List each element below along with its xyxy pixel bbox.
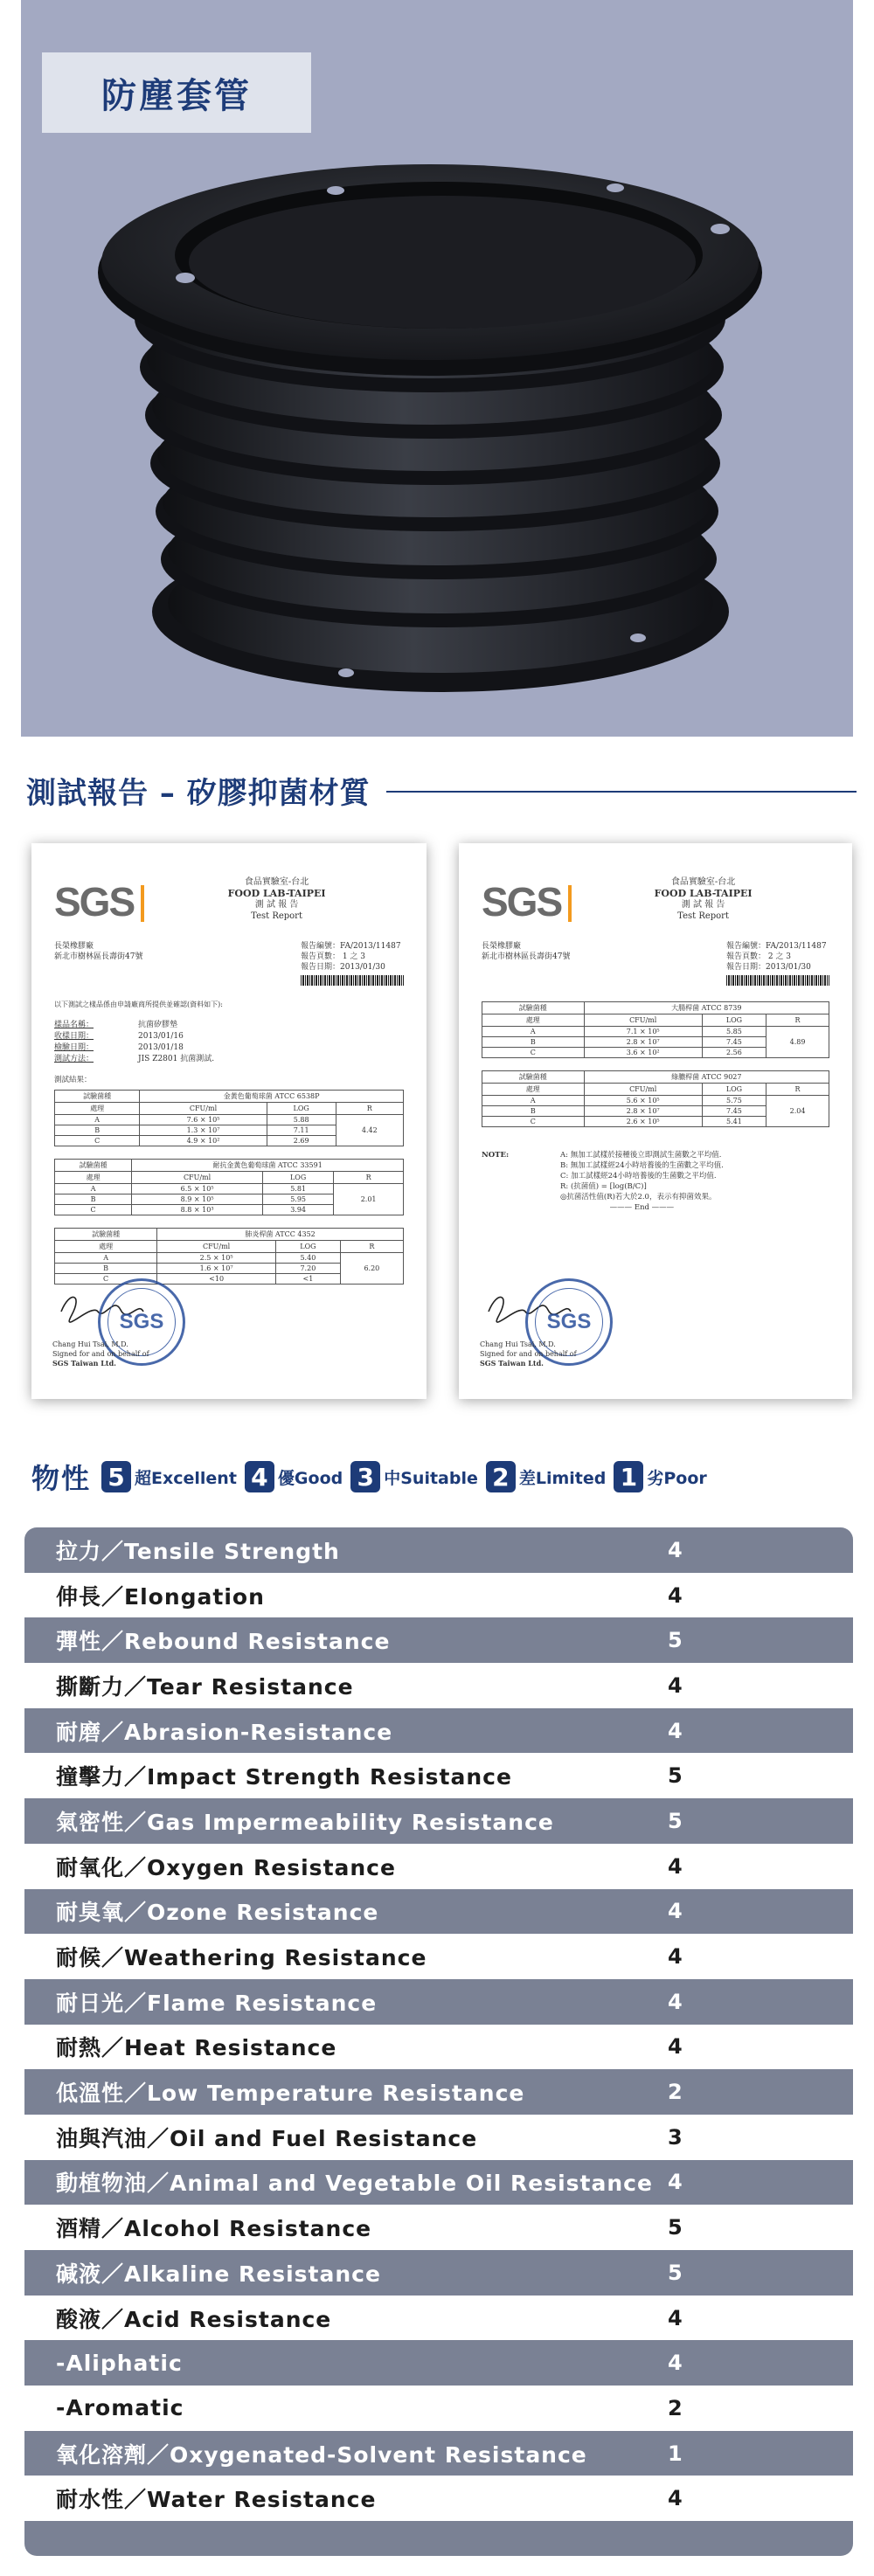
property-rating: 5 bbox=[668, 2260, 683, 2285]
property-row bbox=[24, 2476, 853, 2521]
doc-title-cn: 測 試 報 告 bbox=[681, 900, 725, 910]
property-rating: 5 bbox=[668, 1628, 683, 1653]
legend-number-badge: 2 bbox=[486, 1461, 516, 1492]
table-header-cell: LOG bbox=[702, 1014, 766, 1027]
hero-title: 防塵套管 bbox=[101, 75, 252, 116]
table-header-cell: 試驗菌種 bbox=[55, 1229, 157, 1241]
table-row: B 2.8 × 10⁷ 7.45 bbox=[482, 1106, 829, 1117]
property-name: 耐日光／Flame Resistance bbox=[56, 1990, 378, 2016]
property-name: 酸液／Acid Resistance bbox=[56, 2306, 332, 2332]
property-row bbox=[24, 2386, 853, 2431]
client-address: 新北市樹林區長壽街47號 bbox=[482, 952, 571, 961]
property-name: 低溫性／Low Temperature Resistance bbox=[56, 2081, 525, 2107]
table-header-cell: 處理 bbox=[55, 1103, 140, 1115]
property-name: 氣密性／Gas Impermeability Resistance bbox=[56, 1809, 554, 1835]
sgs-logo: SGS bbox=[54, 879, 135, 924]
table-title: 肺炎桿菌 ATCC 4352 bbox=[157, 1229, 404, 1241]
report-header bbox=[482, 869, 829, 936]
table-header-cell: R bbox=[766, 1014, 829, 1027]
report-number: 報告編號：FA/2013/11487 bbox=[301, 942, 401, 951]
table-header-cell: CFU/ml bbox=[584, 1084, 702, 1096]
legend-number-badge: 1 bbox=[614, 1461, 643, 1492]
report-header bbox=[54, 869, 404, 936]
doc-title-cn: 測 試 報 告 bbox=[254, 900, 299, 910]
property-rating: 5 bbox=[668, 2215, 683, 2240]
client-name: 長榮橡膠廠 bbox=[482, 942, 522, 951]
result-table bbox=[482, 1001, 829, 1058]
table-header-cell: LOG bbox=[276, 1241, 341, 1253]
property-row bbox=[24, 1617, 853, 1663]
table-row: A 5.6 × 10⁵ 5.75 2.04 bbox=[482, 1096, 829, 1106]
table-row: C 8.8 × 10³ 3.94 bbox=[55, 1205, 404, 1215]
property-row bbox=[24, 2340, 853, 2386]
sample-info: 樣品名稱： 抗菌矽膠墊 收樣日期： 2013/01/16 檢驗日期： 2013/01/18 測試方法： JIS Z2801 抗菌測試. bbox=[54, 1021, 215, 1063]
property-rating: 2 bbox=[668, 2395, 683, 2420]
table-header-cell: 試驗菌種 bbox=[55, 1091, 140, 1103]
sgs-stamp: SGS bbox=[98, 1278, 185, 1366]
page-info: 報告頁數： 1 之 3 bbox=[301, 952, 366, 961]
doc-title-en: Test Report bbox=[251, 911, 302, 921]
legend-item bbox=[486, 1461, 607, 1492]
property-name: 油與汽油／Oil and Fuel Resistance bbox=[56, 2125, 478, 2151]
property-row bbox=[24, 2025, 853, 2070]
property-row bbox=[24, 1573, 853, 1618]
report-meta bbox=[482, 941, 829, 986]
table-header-cell: R bbox=[340, 1241, 403, 1253]
table-header-cell: R bbox=[336, 1103, 403, 1115]
result-table bbox=[482, 1070, 829, 1127]
property-name: 耐候／Weathering Resistance bbox=[56, 1945, 427, 1971]
table-row: A 2.5 × 10⁵ 5.40 6.20 bbox=[55, 1253, 404, 1264]
property-name: 撕斷力／Tear Resistance bbox=[56, 1673, 354, 1700]
table-title: 綠膿桿菌 ATCC 9027 bbox=[584, 1071, 829, 1084]
heading-rule bbox=[386, 791, 857, 793]
property-name: 撞擊力／Impact Strength Resistance bbox=[56, 1764, 512, 1790]
legend-item bbox=[350, 1461, 478, 1492]
hero-title-box bbox=[42, 52, 311, 133]
result-table bbox=[54, 1159, 404, 1215]
property-name: -Aliphatic bbox=[56, 2350, 183, 2376]
table-header-cell: R bbox=[334, 1172, 404, 1184]
table-header-cell: 試驗菌種 bbox=[482, 1002, 585, 1014]
table-title: 大腸桿菌 ATCC 8739 bbox=[584, 1002, 829, 1014]
legend-label: 超Excellent bbox=[135, 1468, 237, 1488]
r-value: 4.89 bbox=[766, 1027, 829, 1058]
property-row bbox=[24, 1663, 853, 1708]
property-row bbox=[24, 1527, 853, 1573]
table-title: 金黃色葡萄球菌 ATCC 6538P bbox=[140, 1091, 404, 1103]
r-value: 2.01 bbox=[334, 1184, 404, 1215]
legend-number-badge: 4 bbox=[245, 1461, 274, 1492]
signature-text: Chang Hui Tsai, M.D. Signed for and on behalf of SGS Taiwan Ltd. bbox=[480, 1340, 577, 1368]
client-name: 長榮橡膠廠 bbox=[54, 942, 94, 951]
property-row bbox=[24, 1708, 853, 1754]
property-name: 碱液／Alkaline Resistance bbox=[56, 2261, 381, 2287]
notes-label: NOTE: bbox=[482, 1151, 510, 1160]
table-header-cell: 處理 bbox=[55, 1241, 157, 1253]
property-rating: 4 bbox=[668, 2305, 683, 2330]
lab-name-en: FOOD LAB-TAIPEI bbox=[227, 888, 326, 899]
property-rating: 4 bbox=[668, 2351, 683, 2376]
test-report-page-2 bbox=[459, 843, 852, 1399]
property-row bbox=[24, 2296, 853, 2341]
property-rating: 4 bbox=[668, 1853, 683, 1879]
report-meta bbox=[54, 941, 404, 986]
table-header-cell: CFU/ml bbox=[132, 1172, 263, 1184]
table-header-cell: CFU/ml bbox=[140, 1103, 267, 1115]
table-row: A 7.1 × 10⁵ 5.85 4.89 bbox=[482, 1027, 829, 1037]
report-title-block bbox=[577, 876, 829, 922]
property-rating: 5 bbox=[668, 1763, 683, 1789]
signature-area bbox=[52, 1277, 210, 1373]
sgs-logo: SGS bbox=[482, 879, 562, 924]
legend-label: 優Good bbox=[277, 1468, 343, 1488]
table-row: A 7.6 × 10⁵ 5.88 4.42 bbox=[55, 1115, 404, 1125]
property-rating: 1 bbox=[668, 2441, 683, 2466]
table-row: C <10 <1 bbox=[55, 1274, 404, 1285]
sgs-stamp: SGS bbox=[525, 1278, 613, 1366]
doc-title-en: Test Report bbox=[677, 911, 729, 921]
property-table bbox=[24, 1527, 853, 2556]
property-rating: 4 bbox=[668, 2486, 683, 2511]
property-rating: 5 bbox=[668, 1808, 683, 1833]
test-report-heading-text: 測試報告 – 矽膠抑菌材質 bbox=[26, 775, 371, 811]
legend-label: 劣Poor bbox=[647, 1468, 707, 1488]
property-name: 酒精／Alcohol Resistance bbox=[56, 2216, 372, 2242]
property-name: 耐水性／Water Resistance bbox=[56, 2487, 377, 2513]
report-note: 以下測試之樣品係由申請廠商所提供並確認(資料如下): bbox=[54, 1001, 223, 1008]
legend-number-badge: 5 bbox=[101, 1461, 131, 1492]
property-name: 彈性／Rebound Resistance bbox=[56, 1629, 391, 1655]
property-row bbox=[24, 1889, 853, 1935]
property-name: 拉力／Tensile Strength bbox=[56, 1538, 340, 1564]
table-row: C 3.6 × 10² 2.56 bbox=[482, 1048, 829, 1058]
property-name: 耐氧化／Oxygen Resistance bbox=[56, 1854, 396, 1880]
table-header-cell: 試驗菌種 bbox=[482, 1071, 585, 1084]
property-row bbox=[24, 2160, 853, 2206]
table-row: B 8.9 × 10⁵ 5.95 bbox=[55, 1195, 404, 1205]
property-rating: 4 bbox=[668, 1537, 683, 1562]
report-date: 報告日期：2013/01/30 bbox=[726, 963, 811, 972]
legend-item bbox=[245, 1461, 343, 1492]
property-name: 伸長／Elongation bbox=[56, 1583, 265, 1610]
report-number: 報告編號：FA/2013/11487 bbox=[726, 942, 827, 951]
r-value: 6.20 bbox=[340, 1253, 403, 1285]
result-tables bbox=[482, 1001, 829, 1127]
property-name: 耐臭氧／Ozone Resistance bbox=[56, 1900, 379, 1926]
test-report-page-1 bbox=[31, 843, 427, 1399]
table-footer bbox=[24, 2521, 853, 2556]
signature-area bbox=[480, 1277, 637, 1373]
signature-text: Chang Hui Tsai, M.D. Signed for and on behalf of SGS Taiwan Ltd. bbox=[52, 1340, 149, 1368]
report-date: 報告日期：2013/01/30 bbox=[301, 963, 385, 972]
table-header-cell: 處理 bbox=[482, 1014, 585, 1027]
report-notes: NOTE: A: 無加工試樣於接種後立即測試生菌數之平均值. B: 無加工試樣經24小時培養後的生菌數之平均值. C: 加工試樣經24小時培養後的生菌數之平均值. R: (抗菌值) = [log(B/C)] ◎抗菌活性值(R)若大於2.0，表示有抑菌效果。 ——— End ——— bbox=[482, 1151, 724, 1212]
property-rating: 4 bbox=[668, 1672, 683, 1698]
legend-item bbox=[101, 1461, 237, 1492]
property-row bbox=[24, 1798, 853, 1844]
barcode bbox=[301, 975, 404, 986]
property-name: 氧化溶劑／Oxygenated-Solvent Resistance bbox=[56, 2441, 587, 2468]
legend-label: 中Suitable bbox=[384, 1468, 478, 1488]
report-title-block bbox=[149, 876, 404, 922]
table-row: B 1.6 × 10⁷ 7.20 bbox=[55, 1264, 404, 1274]
table-row: C 2.6 × 10⁵ 5.41 bbox=[482, 1117, 829, 1127]
table-header-cell: R bbox=[766, 1084, 829, 1096]
property-rating: 4 bbox=[668, 1582, 683, 1608]
table-row: C 4.9 × 10² 2.69 bbox=[55, 1136, 404, 1146]
result-table bbox=[54, 1090, 404, 1146]
property-rating: 4 bbox=[668, 2170, 683, 2195]
property-row bbox=[24, 2069, 853, 2115]
hero-banner bbox=[21, 0, 853, 737]
table-header-cell: 處理 bbox=[482, 1084, 585, 1096]
property-row bbox=[24, 2205, 853, 2250]
table-header-cell: CFU/ml bbox=[584, 1014, 702, 1027]
page-info: 報告頁數： 2 之 3 bbox=[726, 952, 792, 961]
table-row: B 2.8 × 10⁷ 7.45 bbox=[482, 1037, 829, 1048]
property-row bbox=[24, 2115, 853, 2160]
property-rating: 4 bbox=[668, 2034, 683, 2060]
property-legend bbox=[31, 1457, 715, 1497]
property-name: -Aromatic bbox=[56, 2395, 184, 2421]
table-row: B 1.3 × 10⁷ 7.11 bbox=[55, 1125, 404, 1136]
property-name: 耐磨／Abrasion-Resistance bbox=[56, 1719, 393, 1745]
property-row bbox=[24, 1844, 853, 1889]
property-name: 動植物油／Animal and Vegetable Oil Resistance bbox=[56, 2171, 653, 2197]
r-value: 2.04 bbox=[766, 1096, 829, 1127]
table-header-cell: LOG bbox=[263, 1172, 334, 1184]
property-name: 耐熱／Heat Resistance bbox=[56, 2035, 337, 2061]
property-row bbox=[24, 1979, 853, 2025]
lab-name-cn: 食品實驗室-台北 bbox=[670, 877, 736, 887]
table-header-cell: LOG bbox=[267, 1103, 336, 1115]
property-row bbox=[24, 1934, 853, 1979]
legend-number-badge: 3 bbox=[350, 1461, 380, 1492]
result-tables bbox=[54, 1090, 404, 1285]
table-header-cell: LOG bbox=[702, 1084, 766, 1096]
lab-name-en: FOOD LAB-TAIPEI bbox=[654, 888, 753, 899]
legend-item bbox=[614, 1461, 706, 1492]
property-rating: 3 bbox=[668, 2124, 683, 2150]
legend-title: 物性 bbox=[31, 1462, 92, 1495]
property-rating: 4 bbox=[668, 1899, 683, 1924]
table-header-cell: 試驗菌種 bbox=[55, 1160, 132, 1172]
property-row bbox=[24, 2431, 853, 2476]
table-title: 耐抗金黃色葡萄球菌 ATCC 33591 bbox=[132, 1160, 404, 1172]
table-row: A 6.5 × 10⁵ 5.81 2.01 bbox=[55, 1184, 404, 1195]
property-rating: 4 bbox=[668, 1989, 683, 2014]
table-header-cell: CFU/ml bbox=[157, 1241, 276, 1253]
property-row bbox=[24, 2250, 853, 2296]
property-rating: 2 bbox=[668, 2080, 683, 2105]
lab-name-cn: 食品實驗室-台北 bbox=[244, 877, 309, 887]
barcode bbox=[726, 975, 829, 986]
legend-label: 差Limited bbox=[518, 1468, 607, 1488]
result-label: 測試結果： bbox=[54, 1076, 92, 1084]
r-value: 4.42 bbox=[336, 1115, 403, 1146]
table-header-cell: 處理 bbox=[55, 1172, 132, 1184]
property-rating: 4 bbox=[668, 1718, 683, 1743]
client-address: 新北市樹林區長壽街47號 bbox=[54, 952, 143, 961]
test-report-heading bbox=[26, 771, 857, 809]
property-row bbox=[24, 1753, 853, 1798]
property-rating: 4 bbox=[668, 1944, 683, 1970]
